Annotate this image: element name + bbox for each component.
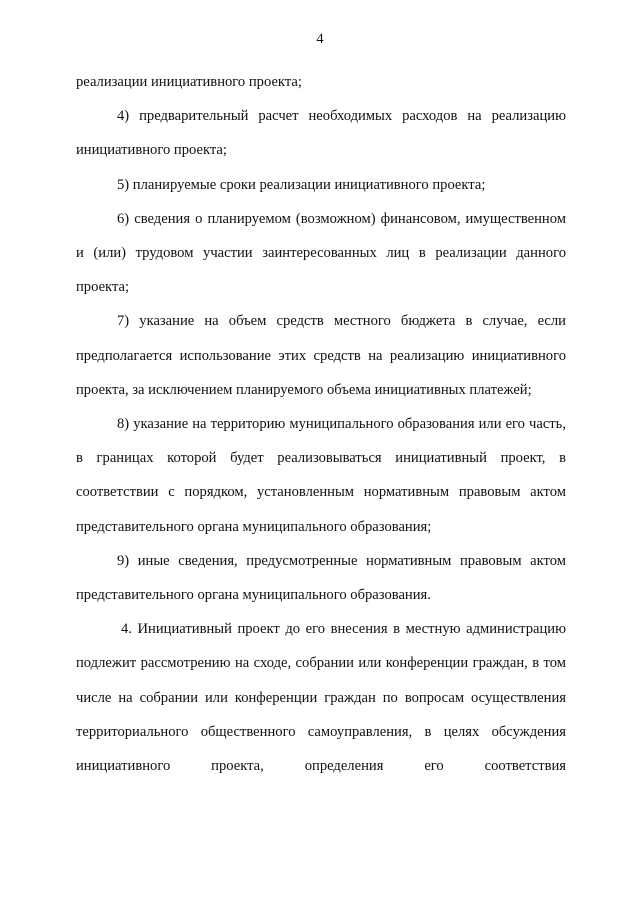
document-body	[76, 65, 566, 783]
section-4-paragraph: 4. Инициативный проект до его внесения в местную администрацию подлежит рассмотрению на сходе, собрании или конференции граждан, в том числе на собрании или конференции граждан по вопросам осуществления территориального общественного самоуправления, в целях обсуждения инициативного проекта, определения его соответствия	[76, 621, 566, 775]
list-item-9: 9) иные сведения, предусмотренные нормативным правовым актом представительного органа муниципального образования.	[76, 552, 566, 604]
paragraph-continuation: реализации инициативного проекта;	[76, 74, 302, 90]
list-item-8: 8) указание на территорию муниципального образования или его часть, в границах которой будет реализовываться инициативный проект, в соответствии с порядком, установленным нормативным правовым актом представительного органа муниципального образования;	[76, 416, 566, 535]
list-item-6: 6) сведения о планируемом (возможном) финансовом, имущественном и (или) трудовом участии заинтересованных лиц в реализации данного проекта;	[76, 210, 566, 296]
list-item-4: 4) предварительный расчет необходимых расходов на реализацию инициативного проекта;	[76, 108, 566, 159]
list-item-7: 7) указание на объем средств местного бюджета в случае, если предполагается использование этих средств на реализацию инициативного проекта, за исключением планируемого объема инициативных платежей;	[76, 313, 566, 398]
page-number: 4	[316, 31, 324, 47]
list-item-5: 5) планируемые сроки реализации инициативного проекта;	[117, 176, 486, 193]
